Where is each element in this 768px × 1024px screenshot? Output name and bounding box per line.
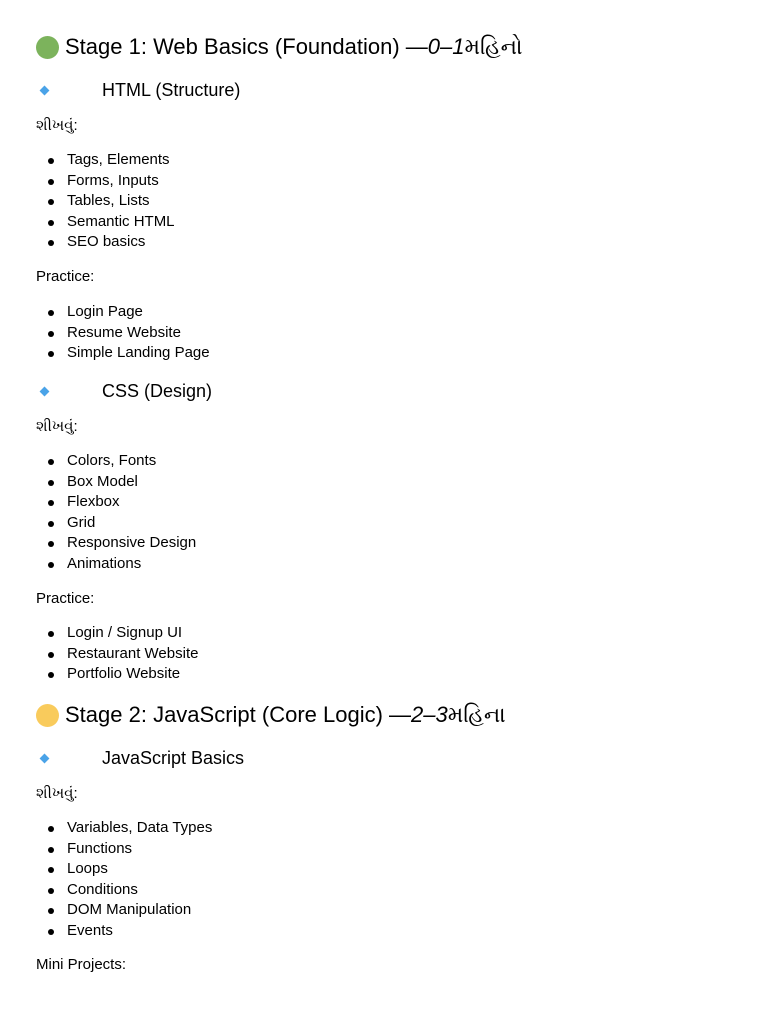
list-item: Tables, Lists — [36, 191, 175, 212]
learn-label-css: શીખવું: — [36, 418, 78, 435]
list-item: Functions — [36, 839, 212, 860]
learn-list-javascript — [36, 818, 212, 941]
learn-label-html: શીખવું: — [36, 117, 78, 134]
section-heading-css — [36, 380, 212, 402]
stage-2-title: Stage 2: JavaScript (Core Logic) — — [65, 702, 412, 727]
stage-2-heading — [36, 702, 506, 728]
section-title-html: HTML (Structure) — [102, 80, 241, 100]
list-item: Forms, Inputs — [36, 171, 175, 192]
list-item: Flexbox — [36, 492, 196, 513]
stage-2-duration: 2–3 — [411, 702, 448, 727]
practice-label-html: Practice: — [36, 268, 95, 285]
practice-label-css: Practice: — [36, 590, 95, 607]
list-item: Login / Signup UI — [36, 623, 198, 644]
blue-diamond-icon — [40, 85, 50, 95]
mini-projects-label: Mini Projects: — [36, 956, 127, 973]
stage-1-duration: 0–1 — [427, 34, 465, 59]
list-item: Responsive Design — [36, 533, 196, 554]
stage-1-heading — [36, 34, 523, 60]
blue-diamond-icon — [40, 386, 50, 396]
section-title-css: CSS (Design) — [102, 381, 213, 401]
practice-list-html — [36, 302, 210, 364]
list-item: Portfolio Website — [36, 664, 198, 685]
section-heading-javascript — [36, 747, 244, 769]
list-item: Tags, Elements — [36, 150, 175, 171]
list-item: Login Page — [36, 302, 210, 323]
list-item: Simple Landing Page — [36, 343, 210, 364]
stage-1-title: Stage 1: Web Basics (Foundation) — — [65, 34, 428, 59]
practice-list-css — [36, 623, 198, 685]
list-item: Grid — [36, 513, 196, 534]
learn-list-html — [36, 150, 175, 253]
section-title-javascript: JavaScript Basics — [102, 748, 245, 768]
section-heading-html — [36, 79, 240, 101]
list-item: Colors, Fonts — [36, 451, 196, 472]
list-item: Box Model — [36, 472, 196, 493]
list-item: Restaurant Website — [36, 644, 198, 665]
list-item: Animations — [36, 554, 196, 575]
stage-2-duration-unit: મહિના — [447, 702, 506, 727]
stage-1-duration-unit: મહિનો — [464, 34, 523, 59]
list-item: DOM Manipulation — [36, 900, 212, 921]
learn-label-javascript: શીખવું: — [36, 785, 78, 802]
list-item: Conditions — [36, 880, 212, 901]
list-item: Events — [36, 921, 212, 942]
list-item: Resume Website — [36, 323, 210, 344]
list-item: Variables, Data Types — [36, 818, 212, 839]
blue-diamond-icon — [40, 753, 50, 763]
list-item: Loops — [36, 859, 212, 880]
list-item: Semantic HTML — [36, 212, 175, 233]
learn-list-css — [36, 451, 196, 574]
green-circle-icon — [36, 36, 59, 59]
list-item: SEO basics — [36, 232, 175, 253]
yellow-circle-icon — [36, 704, 59, 727]
